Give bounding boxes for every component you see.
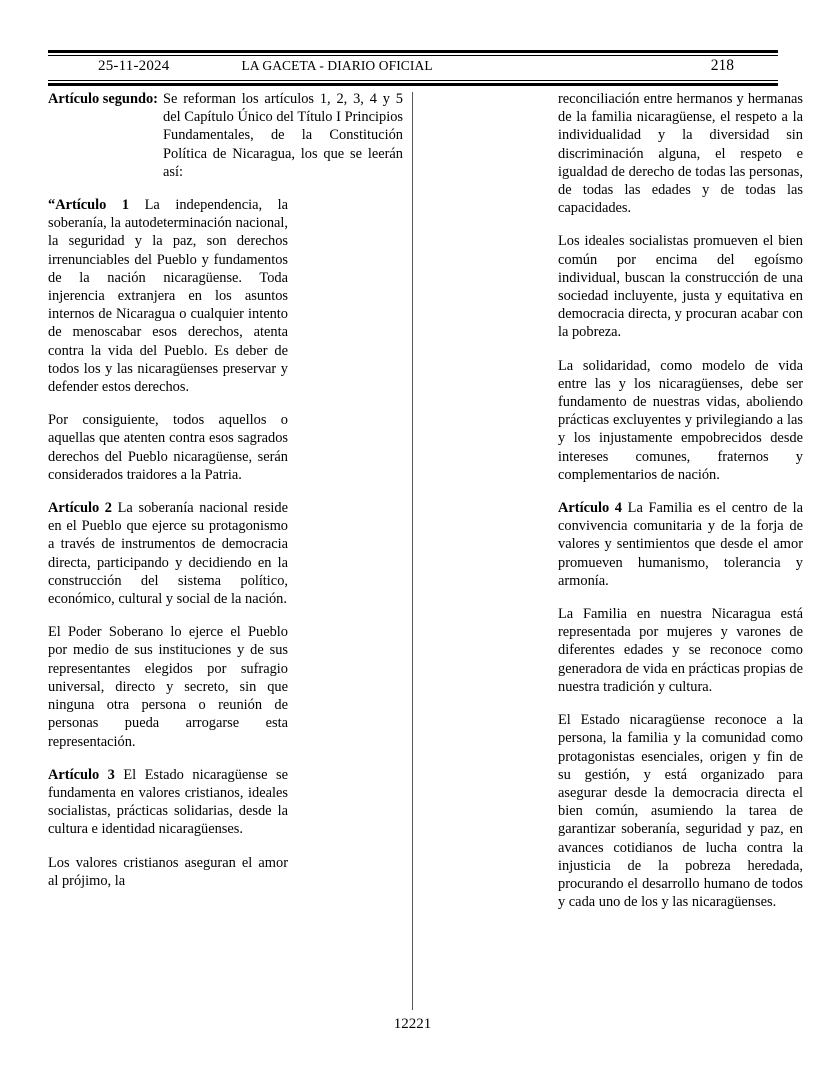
- header-publication-title: LA GACETA - DIARIO OFICIAL: [241, 58, 433, 73]
- article-segundo-block: [48, 90, 403, 181]
- paragraph: La Familia en nuestra Nicaragua está representada por mujeres y varones de diferentes edades y se reconoce como generadora de vida en prácticas propias de nuestra tradición y cultura.: [558, 606, 803, 695]
- header-date: 25-11-2024: [98, 58, 170, 74]
- page-folio-number: 12221: [393, 1016, 432, 1032]
- article-segundo-label: Artículo segundo:: [48, 91, 158, 107]
- article-heading: “Artículo 1: [48, 197, 130, 214]
- paragraph: Los valores cristianos aseguran el amor al prójimo, la: [48, 854, 288, 889]
- paragraph: Artículo 2 La soberanía nacional reside en el Pueblo que ejerce su protagonismo a través de instrumentos de democracia directa, participando y decidiendo en la construcción del sistema político, económico, cultural y social de la nación.: [48, 500, 288, 608]
- paragraph: reconciliación entre hermanos y hermanas de la familia nicaragüense, el respeto a la individualidad y la diversidad sin discriminación alguna, el respeto e igualdad de derecho de todas las personas, de todas las edades y de todas las capacidades.: [558, 91, 803, 217]
- article-segundo-body: Se reforman los artículos 1, 2, 3, 4 y 5 del Capítulo Único del Título I Principios Fundamentales, de la Constitución Política de Nicaragua, los que se leerán así:: [163, 91, 403, 180]
- header-row: [48, 56, 778, 80]
- right-column: [558, 90, 803, 911]
- paragraph: Los ideales socialistas promueven el bien común por encima del egoísmo individual, buscan la construcción de una sociedad incluyente, justa y equitativa en democracia directa, y procuran acabar con la pobreza.: [558, 233, 803, 341]
- paragraph: Artículo 3 El Estado nicaragüense se fundamenta en valores cristianos, ideales socialistas, prácticas solidarias, desde la cultura e identidad nicaragüenses.: [48, 766, 288, 838]
- running-header: [48, 50, 778, 86]
- paragraph: “Artículo 1 La independencia, la soberanía, la autodeterminación nacional, la seguridad y la paz, son derechos irrenunciables del Pueblo y fundamentos de la nación nicaragüense. Toda injerencia extranjera en los asuntos internos de Nicaragua o cualquier intento de menoscabar esos derechos, atenta contra la vida del Pueblo. Es deber de todos los y las nicaragüenses preservar y defender estos derechos.: [48, 197, 288, 396]
- article-heading: Artículo 4: [558, 500, 622, 517]
- paragraph: Artículo 4 La Familia es el centro de la convivencia comunitaria y de la forja de valores y sentimientos que desde el amor promueven humanismo, tolerancia y armonía.: [558, 500, 803, 589]
- left-column-paragraphs: [48, 196, 403, 890]
- header-issue-number: 218: [710, 57, 734, 74]
- paragraph: La solidaridad, como modelo de vida entre las y los nicaragüenses, debe ser fundamento de nuestras vidas, aboliendo prácticas excluyentes y privilegiando a las y los injustamente empobrecidos desde intereses comunes, fraternos y complementarios de nación.: [558, 357, 803, 483]
- paragraph: El Estado nicaragüense reconoce a la persona, la familia y la comunidad como protagonistas esenciales, origen y fin de su gestión, y está organizado para asegurar desde la democracia directa el bien común, asumiendo la tarea de garantizar soberanía, seguridad y paz, en avances cotidianos de lucha contra la injusticia de la pobreza heredada, procurando el desarrollo humano de todos y cada uno de los y las nicaragüenses.: [558, 712, 803, 911]
- header-rule-bottom-thin: [48, 80, 778, 81]
- header-rule-top-thick: [48, 50, 778, 53]
- article-heading: Artículo 2: [48, 500, 112, 517]
- column-divider-rule: [412, 92, 413, 1010]
- header-rule-bottom-thick: [48, 83, 778, 86]
- paragraph: Por consiguiente, todos aquellos o aquellas que atenten contra esos sagrados derechos del Pueblo nicaragüense, serán considerados traidores a la Patria.: [48, 412, 288, 483]
- article-heading: Artículo 3: [48, 766, 115, 783]
- right-column-paragraphs: [558, 90, 803, 911]
- paragraph: El Poder Soberano lo ejerce el Pueblo por medio de sus instituciones y de sus representantes elegidos por sufragio universal, directo y secreto, sin que ninguna otra persona o reunión de personas pueda arrogarse esta representación.: [48, 624, 288, 750]
- body-columns: [48, 90, 803, 1010]
- left-column: [48, 90, 403, 890]
